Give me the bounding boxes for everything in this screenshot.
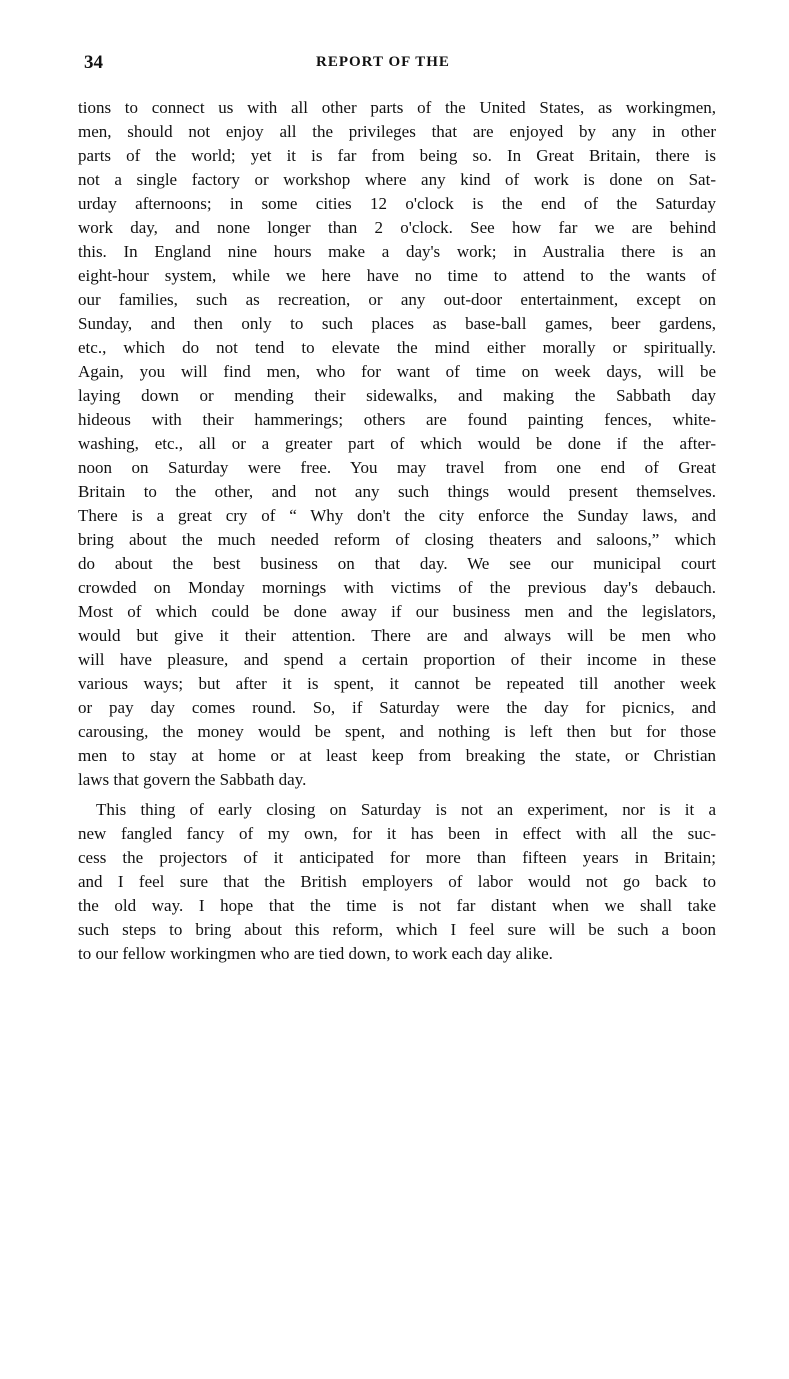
text-line: etc., which do not tend to elevate the mind either morally or spiritually.: [78, 338, 716, 357]
text-line: men, should not enjoy all the privileges that are enjoyed by any in other: [78, 122, 716, 141]
text-line: Britain to the other, and not any such things would present themselves.: [78, 482, 716, 501]
text-line: hideous with their hammerings; others are found painting fences, white-: [78, 410, 716, 429]
text-line: carousing, the money would be spent, and nothing is left then but for those: [78, 722, 716, 741]
text-line: cess the projectors of it anticipated for more than fifteen years in Britain;: [78, 848, 716, 867]
text-line: urday afternoons; in some cities 12 o'clock is the end of the Saturday: [78, 194, 716, 213]
text-line: noon on Saturday were free. You may travel from one end of Great: [78, 458, 716, 477]
text-line: do about the best business on that day. We see our municipal court: [78, 554, 716, 573]
text-line: will have pleasure, and spend a certain proportion of their income in these: [78, 650, 716, 669]
text-line: work day, and none longer than 2 o'clock. See how far we are behind: [78, 218, 716, 237]
page-number: 34: [84, 52, 103, 73]
text-line: to our fellow workingmen who are tied down, to work each day alike.: [78, 944, 553, 963]
text-line: not a single factory or workshop where any kind of work is done on Sat-: [78, 170, 716, 189]
text-line: men to stay at home or at least keep from breaking the state, or Christian: [78, 746, 716, 765]
text-line: This thing of early closing on Saturday is not an experiment, nor is it a: [96, 800, 716, 819]
text-line: would but give it their attention. There are and always will be men who: [78, 626, 716, 645]
page-header: [84, 52, 716, 76]
text-line: Most of which could be done away if our business men and the legislators,: [78, 602, 716, 621]
text-line: such steps to bring about this reform, which I feel sure will be such a boon: [78, 920, 716, 939]
text-line: our families, such as recreation, or any out-door entertainment, except on: [78, 290, 716, 309]
text-line: parts of the world; yet it is far from being so. In Great Britain, there is: [78, 146, 716, 165]
body-text: [78, 96, 716, 966]
running-head: REPORT OF THE: [316, 54, 450, 70]
text-line: crowded on Monday mornings with victims of the previous day's debauch.: [78, 578, 716, 597]
text-line: tions to connect us with all other parts of the United States, as workingmen,: [78, 98, 716, 117]
text-line: new fangled fancy of my own, for it has been in effect with all the suc-: [78, 824, 716, 843]
text-line: various ways; but after it is spent, it cannot be repeated till another week: [78, 674, 716, 693]
text-line: laws that govern the Sabbath day.: [78, 770, 307, 789]
text-line: washing, etc., all or a greater part of which would be done if the after-: [78, 434, 716, 453]
text-line: Again, you will find men, who for want of time on week days, will be: [78, 362, 716, 381]
text-line: bring about the much needed reform of closing theaters and saloons,” which: [78, 530, 716, 549]
text-line: eight-hour system, while we here have no time to attend to the wants of: [78, 266, 716, 285]
text-line: or pay day comes round. So, if Saturday were the day for picnics, and: [78, 698, 716, 717]
text-line: laying down or mending their sidewalks, and making the Sabbath day: [78, 386, 716, 405]
text-line: this. In England nine hours make a day's work; in Australia there is an: [78, 242, 716, 261]
text-line: There is a great cry of “ Why don't the city enforce the Sunday laws, and: [78, 506, 716, 525]
paragraph-1: [78, 96, 716, 792]
text-line: and I feel sure that the British employers of labor would not go back to: [78, 872, 716, 891]
text-line: the old way. I hope that the time is not far distant when we shall take: [78, 896, 716, 915]
paragraph-2: [78, 798, 716, 966]
text-line: Sunday, and then only to such places as base-ball games, beer gardens,: [78, 314, 716, 333]
